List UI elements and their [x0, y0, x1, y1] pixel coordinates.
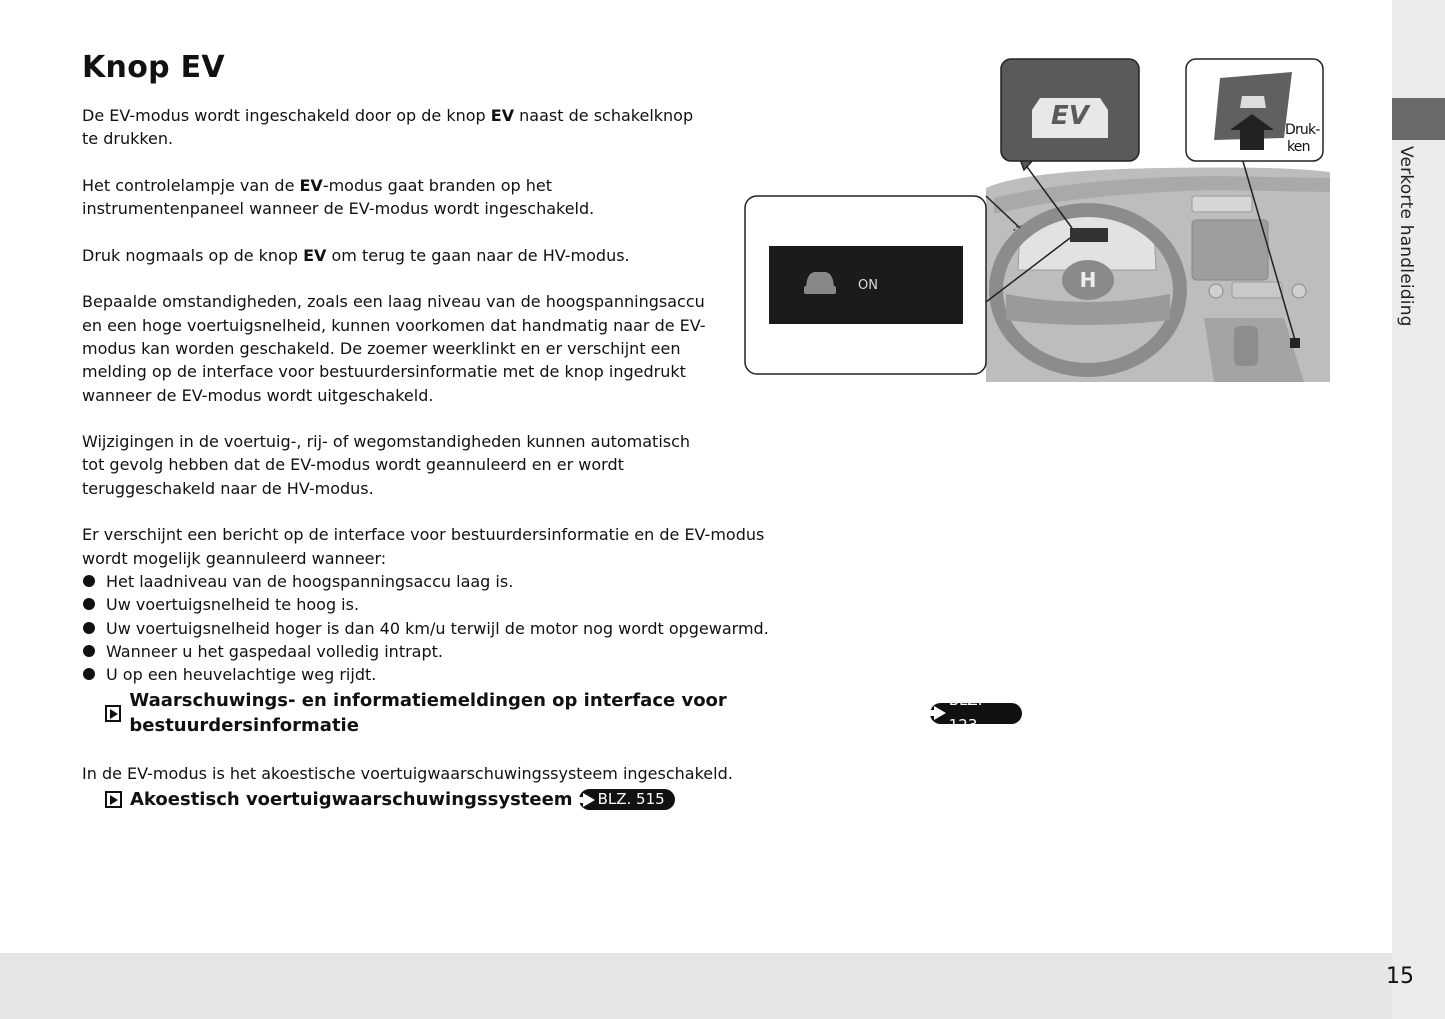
press-label-line-1: Druk- — [1285, 122, 1320, 138]
paragraph-message: Er verschijnt een bericht op de interface voor bestuurdersinformatie en de EV-modus wordt mogelijk geannuleerd wanneer: — [82, 525, 765, 568]
reference-title: Waarschuwings- en informatiemeldingen op interface voor bestuurdersinformatie — [129, 690, 727, 737]
center-screen — [1192, 220, 1268, 280]
list-item: Uw voertuigsnelheid te hoog is. — [82, 593, 1022, 616]
climate-panel — [1232, 282, 1282, 298]
page-arrow-icon — [934, 706, 946, 720]
page-reference-label: BLZ. 123 — [948, 691, 983, 735]
reference-arrow-icon — [105, 791, 122, 808]
display-status-text: ON — [858, 278, 878, 293]
brand-logo: H — [1079, 268, 1097, 292]
condition-list — [82, 570, 1022, 686]
mini-ev-button — [1240, 96, 1266, 108]
list-item: Wanneer u het gaspedaal volledig intrapt. — [82, 640, 1022, 663]
shift-lever — [1234, 326, 1258, 366]
text: naast de schakelknop te drukken. — [82, 106, 694, 149]
paragraph-ev-activate — [82, 104, 712, 151]
paragraph-indicator — [82, 174, 712, 221]
knob — [1292, 284, 1306, 298]
center-vent — [1192, 196, 1252, 212]
paragraph-auto-cancel: Wijzigingen in de voertuig-, rij- of wegomstandigheden kunnen automatisch tot gevolg hebben dat de EV-modus wordt geannuleerd en er wordt teruggeschakeld naar de HV-modus. — [82, 432, 691, 498]
list-item: Uw voertuigsnelheid hoger is dan 40 km/u terwijl de motor nog wordt opgewarmd. — [82, 617, 1022, 640]
page-arrow-icon — [583, 793, 595, 807]
text-bold: EV — [303, 245, 327, 265]
list-item: U op een heuvelachtige weg rijdt. — [82, 663, 1022, 686]
page-reference-badge[interactable] — [579, 789, 675, 810]
page-reference-label: BLZ. 515 — [597, 790, 665, 809]
cross-reference-warnings[interactable] — [105, 688, 1022, 738]
page-title: Knop EV — [82, 50, 225, 85]
section-side-label: Verkorte handleiding — [1396, 146, 1416, 327]
page-number: 15 — [1386, 964, 1414, 989]
knob — [1209, 284, 1223, 298]
text: Druk nogmaals op de knop — [82, 245, 304, 265]
ev-button-illustration — [744, 58, 1334, 383]
footer-band — [0, 953, 1445, 1019]
paragraph-return-hv — [82, 244, 712, 267]
list-item: Het laadniveau van de hoogspanningsaccu laag is. — [82, 570, 1022, 593]
page-reference-badge[interactable] — [930, 691, 1022, 735]
paragraph-avas: In de EV-modus is het akoestische voertuigwaarschuwingssysteem ingeschakeld. — [82, 763, 733, 783]
section-tab-marker — [1392, 98, 1445, 140]
text: De EV-modus wordt ingeschakeld door op de knop — [82, 106, 491, 125]
text: om terug te gaan naar de HV-modus. — [326, 245, 630, 265]
cross-reference-avas[interactable] — [105, 787, 1022, 812]
text-bold: EV — [490, 106, 515, 125]
text: -modus gaat branden op het instrumentenpaneel wanneer de EV-modus wordt ingeschakeld. — [82, 175, 595, 219]
text-bold: EV — [299, 175, 323, 195]
text: Het controlelampje van de — [82, 175, 300, 195]
dashboard-drawing — [744, 58, 1334, 383]
cluster-display — [1070, 228, 1108, 242]
reference-title: Akoestisch voertuigwaarschuwingssysteem — [130, 789, 573, 811]
reference-arrow-icon — [105, 705, 121, 722]
paragraph-conditions: Bepaalde omstandigheden, zoals een laag niveau van de hoogspanningsaccu en een hoge voertuigsnelheid, kunnen voorkomen dat handmatig naar de EV-modus kan worden geschakeld. De zoemer weerklinkt en er verschijnt een melding op de interface voor bestuurdersinformatie met de knop ingedrukt wanneer de EV-modus wordt uitgeschakeld. — [82, 292, 706, 405]
ev-button-label: EV — [1051, 101, 1089, 131]
press-label-line-2: ken — [1287, 139, 1310, 155]
